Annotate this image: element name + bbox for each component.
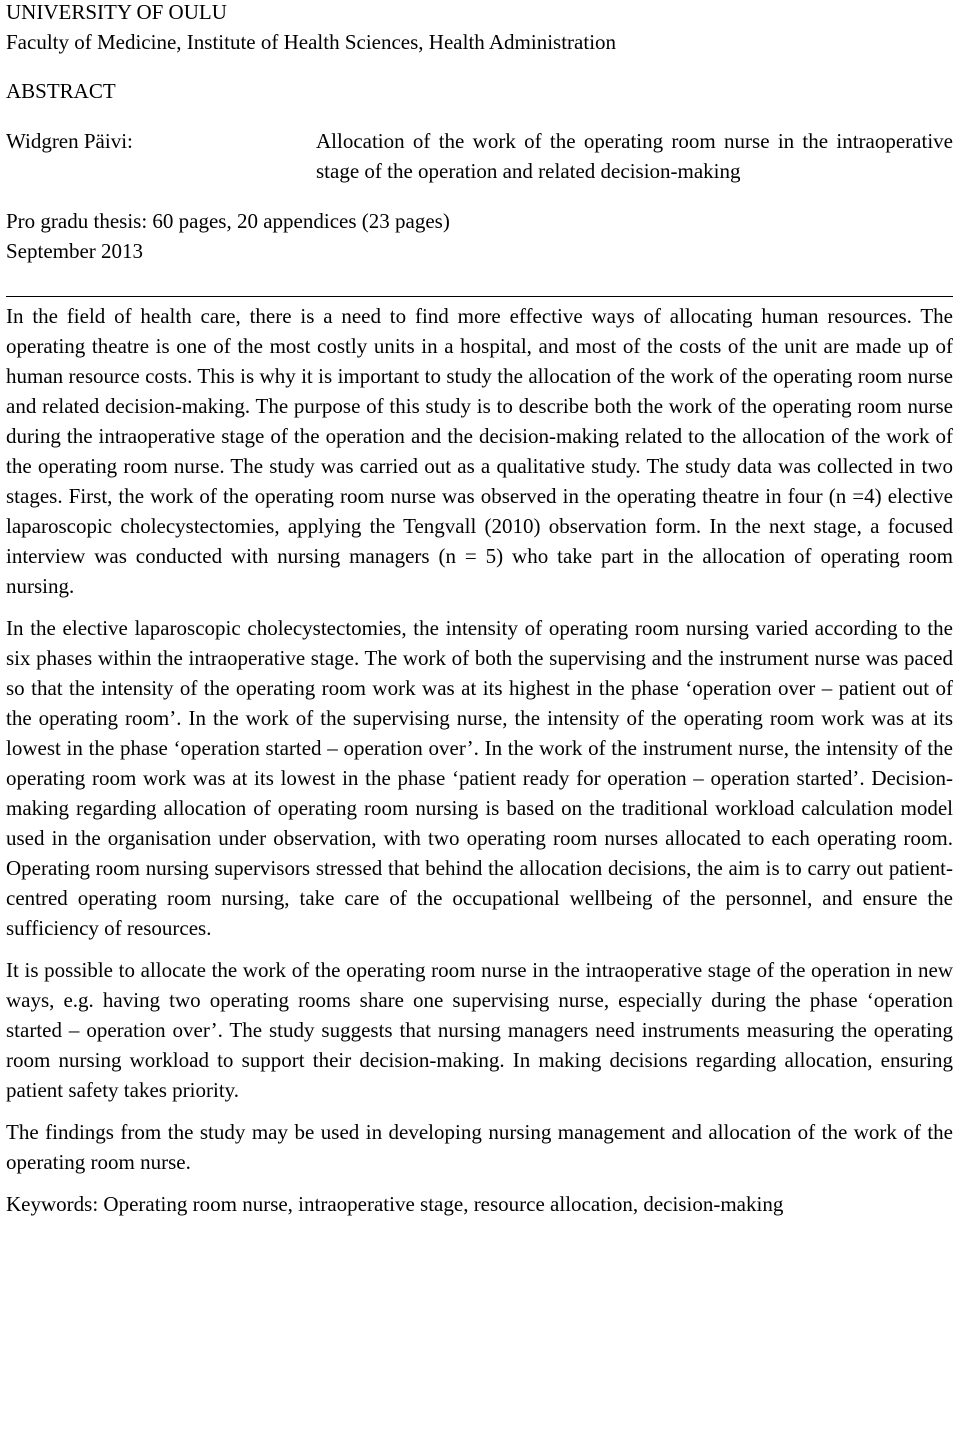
thesis-title: Allocation of the work of the operating room nurse in the intraoperative stage of the operation and related decision-making	[316, 129, 953, 183]
thesis-pages: Pro gradu thesis: 60 pages, 20 appendices (23 pages)	[6, 209, 450, 233]
abstract-heading: ABSTRACT	[6, 79, 116, 103]
abstract-paragraph-2: In the elective laparoscopic cholecystectomies, the intensity of operating room nursing varied according to the six phases within the intraoperative stage. The work of both the supervising and the instrument nurse was paced so that the intensity of the operating room work was at its highest in the phase ‘operation over – patient out of the operating room’. In the work of the supervising nurse, the intensity of the operating room work was at its lowest in the phase ‘operation started – operation over’. In the work of the instrument nurse, the intensity of the operating room work was at its lowest in the phase ‘patient ready for operation – operation started’. Decision-making regarding allocation of operating room nursing is based on the traditional workload calculation model used in the organisation under observation, with two operating room nurses allocated to each operating room. Operating room nursing supervisors stressed that behind the allocation decisions, the aim is to carry out patient-centred operating room nursing, take care of the occupational wellbeing of the personnel, and ensure the sufficiency of resources.	[6, 616, 953, 940]
author-name: Widgren Päivi:	[6, 129, 133, 153]
keywords-line: Keywords: Operating room nurse, intraoperative stage, resource allocation, decision-making	[6, 1192, 784, 1216]
abstract-paragraph-1: In the field of health care, there is a need to find more effective ways of allocating human resources. The operating theatre is one of the most costly units in a hospital, and most of the costs of the unit are made up of human resource costs. This is why it is important to study the allocation of the work of the operating room nurse and related decision-making. The purpose of this study is to describe both the work of the operating room nurse during the intraoperative stage of the operation and the decision-making related to the allocation of the work of the operating room nurse. The study was carried out as a qualitative study. The study data was collected in two stages. First, the work of the operating room nurse was observed in the operating theatre in four (n =4) elective laparoscopic cholecystectomies, applying the Tengvall (2010) observation form. In the next stage, a focused interview was conducted with nursing managers (n = 5) who take part in the allocation of operating room nursing.	[6, 304, 953, 598]
abstract-paragraph-4: The findings from the study may be used in developing nursing management and allocation of the work of the operating room nurse.	[6, 1120, 953, 1174]
university-name: UNIVERSITY OF OULU	[6, 0, 227, 24]
thesis-meta	[6, 206, 953, 266]
faculty-line: Faculty of Medicine, Institute of Health Sciences, Health Administration	[6, 30, 617, 54]
divider-rule	[6, 296, 953, 297]
abstract-paragraph-3: It is possible to allocate the work of the operating room nurse in the intraoperative stage of the operation in new ways, e.g. having two operating rooms share one supervising nurse, especially during the phase ‘operation started – operation over’. The study suggests that nursing managers need instruments measuring the operating room nursing workload to support their decision-making. In making decisions regarding allocation, ensuring patient safety takes priority.	[6, 958, 953, 1102]
author-title-row	[6, 126, 953, 186]
thesis-date: September 2013	[6, 239, 144, 263]
